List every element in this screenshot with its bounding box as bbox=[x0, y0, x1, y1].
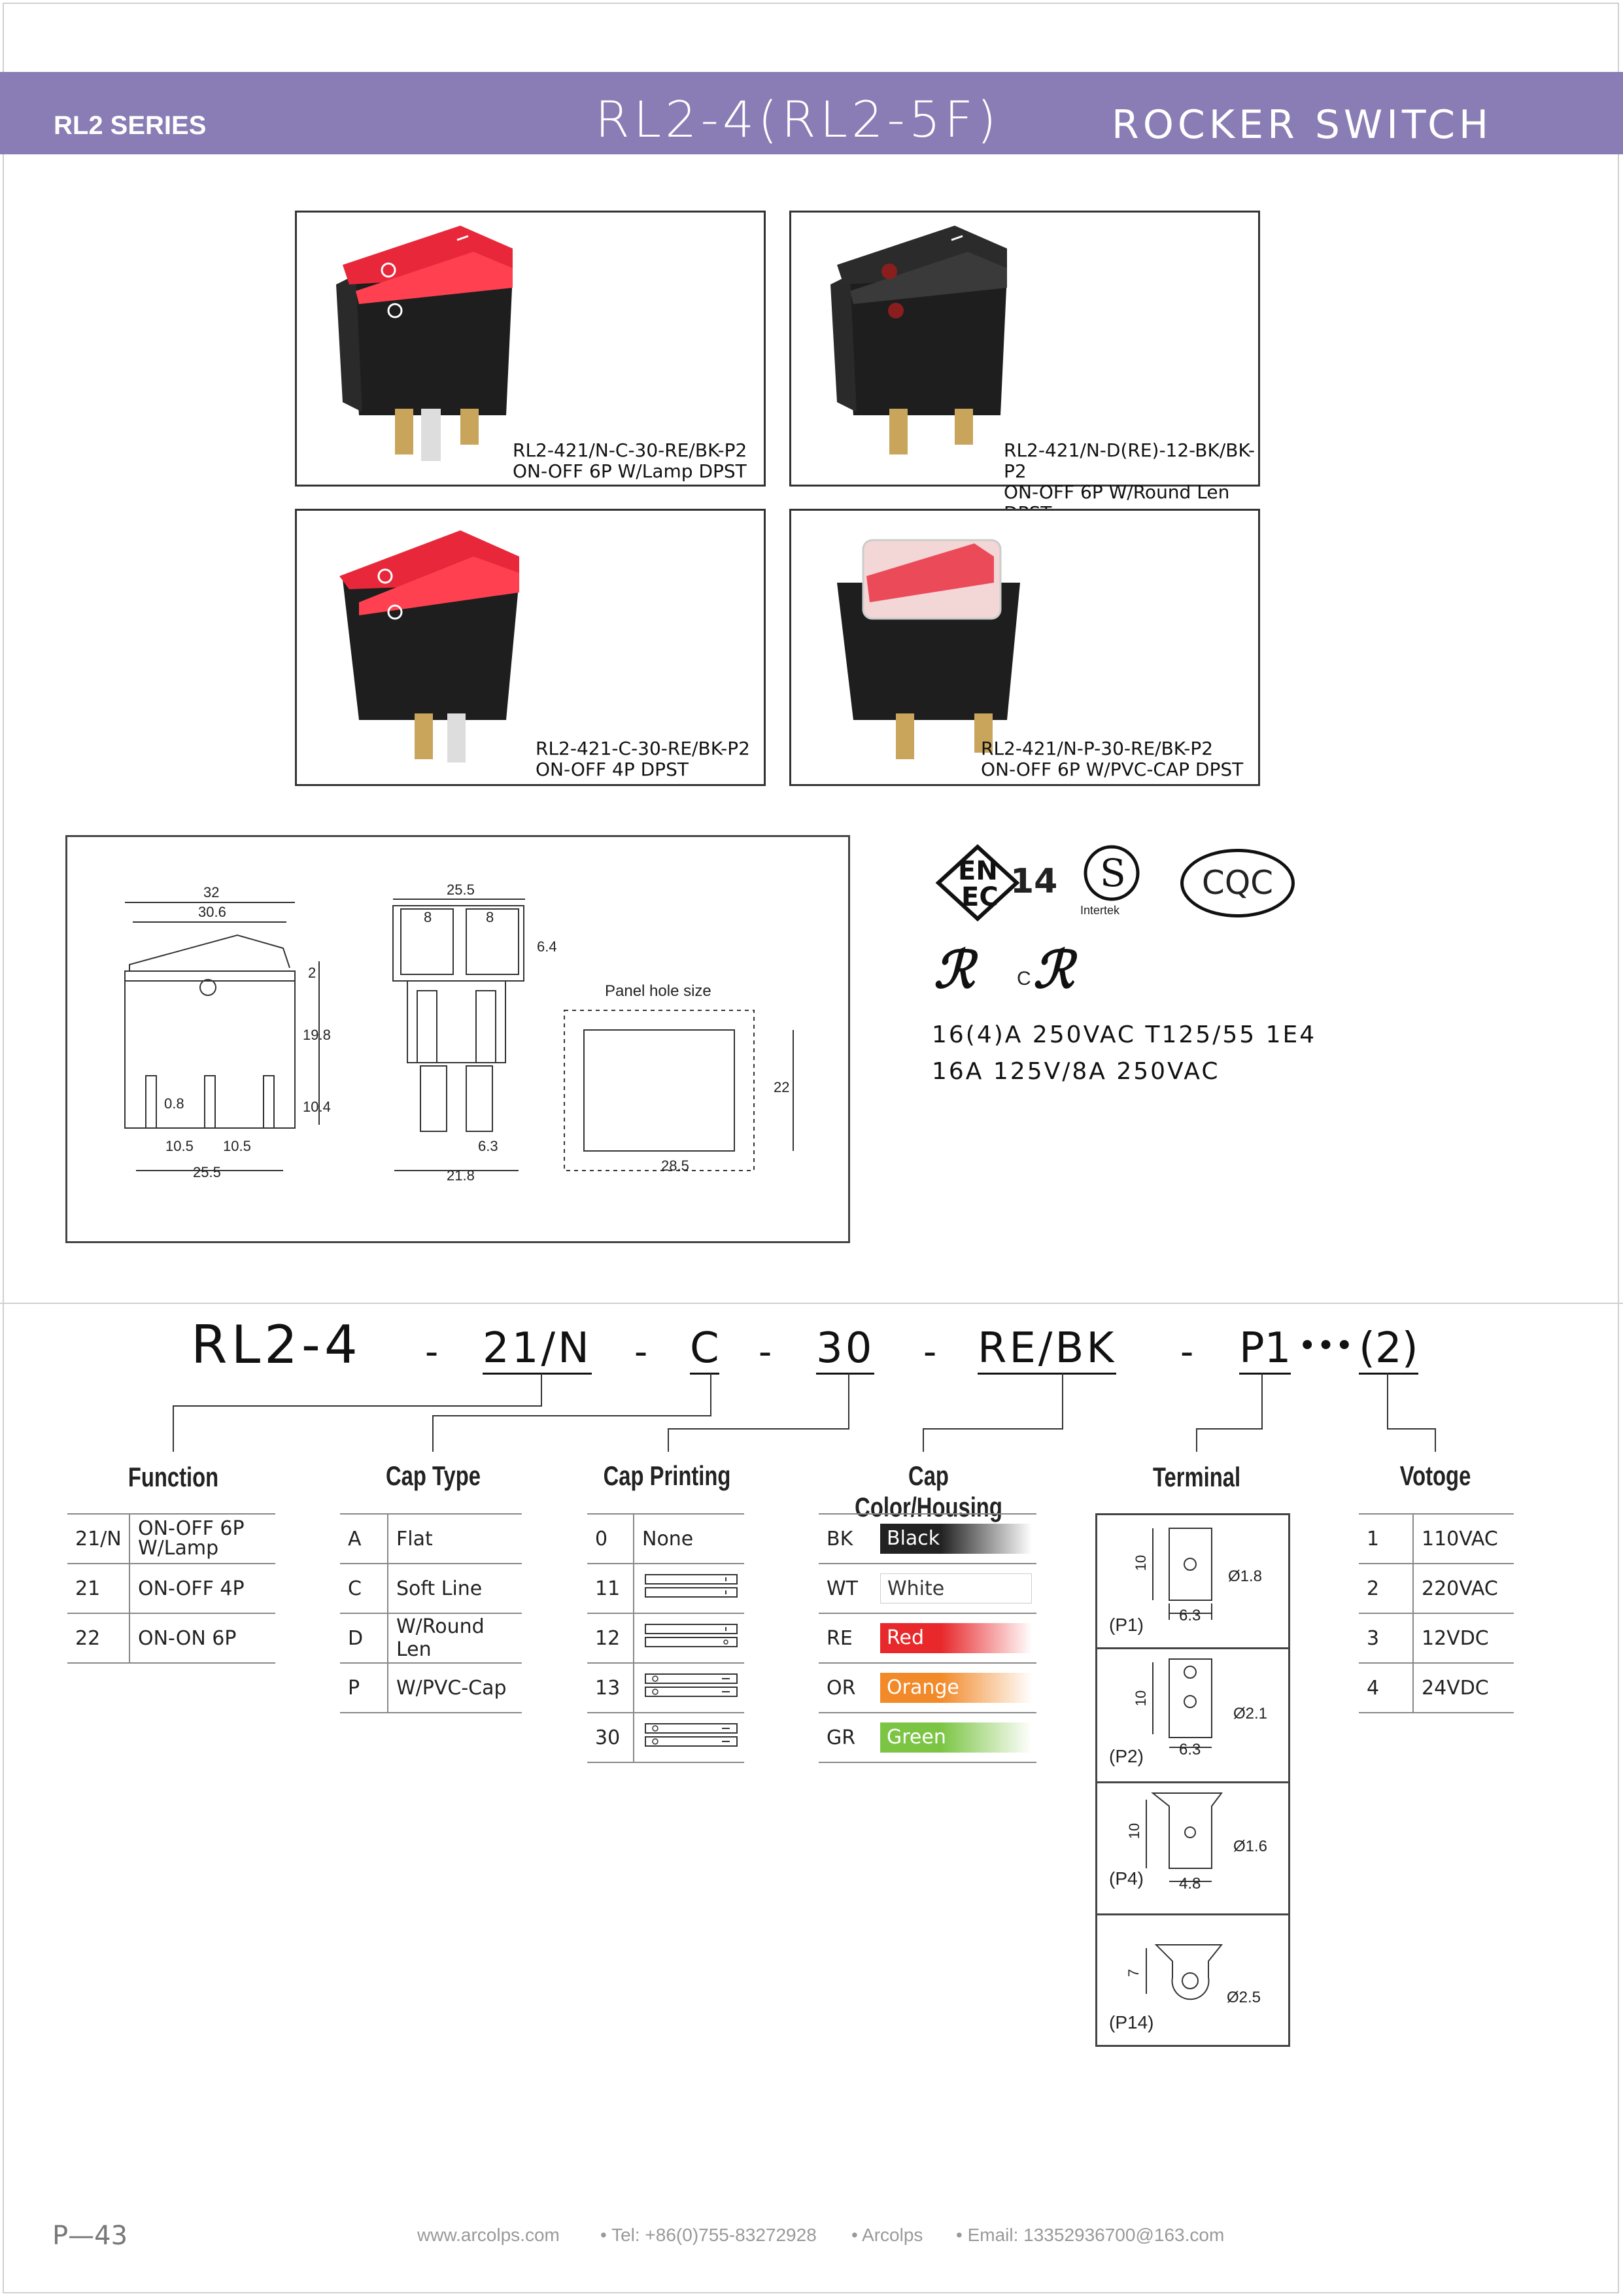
dim-25-5-top: 25.5 bbox=[447, 882, 475, 898]
table-row bbox=[1359, 1564, 1514, 1613]
terminal-width: 6.3 bbox=[1179, 1607, 1201, 1624]
table-row bbox=[587, 1564, 744, 1613]
order-code-function: 21/N bbox=[483, 1324, 592, 1375]
order-code-base: RL2-4 bbox=[191, 1314, 362, 1375]
footer-email[interactable]: • Email: 13352936700@163.com bbox=[956, 2225, 1225, 2245]
dim-10-5-a: 10.5 bbox=[165, 1138, 194, 1154]
terminal-label: (P2) bbox=[1109, 1746, 1144, 1766]
product-photo-4 bbox=[789, 509, 1260, 786]
voltage-code: 1 bbox=[1359, 1514, 1413, 1564]
terminal-height: 7 bbox=[1125, 1968, 1142, 1978]
series-label: RL2 SERIES bbox=[54, 111, 207, 140]
dim-28-5: 28.5 bbox=[661, 1157, 689, 1174]
rating-line-2: 16A 125V/8A 250VAC bbox=[932, 1058, 1220, 1085]
terminal-header: Terminal bbox=[1152, 1462, 1241, 1492]
product-photo-1 bbox=[295, 211, 766, 487]
table-row bbox=[67, 1613, 275, 1663]
terminal-p1 bbox=[1095, 1513, 1290, 1649]
order-code-terminal: P1 bbox=[1239, 1324, 1291, 1375]
terminal-height: 10 bbox=[1133, 1690, 1150, 1707]
printing-code: 11 bbox=[587, 1564, 634, 1613]
cap-color-header: Cap Color/Housing bbox=[855, 1460, 1002, 1522]
terminal-p2 bbox=[1095, 1647, 1290, 1783]
svg-text:EC: EC bbox=[961, 882, 999, 912]
function-code: 22 bbox=[67, 1613, 129, 1663]
cap-type-code: D bbox=[340, 1613, 388, 1663]
dim-22: 22 bbox=[774, 1079, 790, 1095]
dim-19-8: 19.8 bbox=[303, 1027, 331, 1043]
enec-logo bbox=[932, 844, 1063, 922]
terminal-hole: Ø1.6 bbox=[1233, 1838, 1268, 1855]
dim-10-5-b: 10.5 bbox=[223, 1138, 251, 1154]
cap-type-desc: Flat bbox=[388, 1514, 522, 1564]
table-row bbox=[1359, 1514, 1514, 1564]
order-dash: - bbox=[1180, 1331, 1194, 1373]
terminal-label: (P14) bbox=[1109, 2012, 1154, 2032]
table-row bbox=[819, 1514, 1036, 1564]
voltage-code: 3 bbox=[1359, 1613, 1413, 1663]
product-caption-1 bbox=[513, 440, 747, 482]
table-row bbox=[67, 1564, 275, 1613]
table-row bbox=[340, 1514, 522, 1564]
product-code: RL2-421/N-P-30-RE/BK-P2 bbox=[981, 738, 1214, 759]
terminal-p4 bbox=[1095, 1781, 1290, 1915]
table-row bbox=[340, 1663, 522, 1713]
product-desc: ON-OFF 6P W/PVC-CAP DPST bbox=[981, 759, 1244, 780]
dim-25-5-bottom: 25.5 bbox=[193, 1164, 221, 1180]
color-swatch-green: Green bbox=[880, 1722, 1032, 1753]
voltage-value: 220VAC bbox=[1413, 1564, 1514, 1613]
product-photo-3 bbox=[295, 509, 766, 786]
cap-printing-table bbox=[587, 1513, 744, 1763]
table-row bbox=[819, 1663, 1036, 1713]
function-table bbox=[67, 1513, 275, 1664]
printing-desc: None bbox=[634, 1514, 744, 1564]
voltage-value: 110VAC bbox=[1413, 1514, 1514, 1564]
intertek-label: Intertek bbox=[1080, 904, 1120, 917]
table-row bbox=[819, 1713, 1036, 1762]
cap-type-table bbox=[340, 1513, 522, 1713]
table-row bbox=[340, 1564, 522, 1613]
product-caption-4 bbox=[981, 738, 1243, 780]
color-swatch-orange: Orange bbox=[880, 1673, 1032, 1703]
terminal-p14 bbox=[1095, 1913, 1290, 2047]
terminal-label: (P4) bbox=[1109, 1868, 1144, 1889]
printing-pattern-13-icon bbox=[642, 1669, 740, 1702]
cap-type-code: P bbox=[340, 1663, 388, 1713]
voltage-value: 24VDC bbox=[1413, 1663, 1514, 1713]
function-desc: ON-OFF 4P bbox=[129, 1564, 275, 1613]
footer-website[interactable]: www.arcolps.com bbox=[417, 2225, 560, 2245]
dimension-drawing bbox=[65, 835, 850, 1243]
dim-6-4: 6.4 bbox=[537, 938, 557, 955]
cap-type-code: C bbox=[340, 1564, 388, 1613]
color-swatch-black: Black bbox=[880, 1524, 1032, 1554]
printing-code: 0 bbox=[587, 1514, 634, 1564]
color-code: OR bbox=[819, 1663, 872, 1713]
table-row bbox=[1359, 1663, 1514, 1713]
footer-brand: • Arcolps bbox=[851, 2225, 923, 2245]
terminal-hole: Ø2.1 bbox=[1233, 1705, 1268, 1722]
table-row bbox=[819, 1613, 1036, 1663]
dim-8-a: 8 bbox=[424, 909, 432, 925]
cap-type-code: A bbox=[340, 1514, 388, 1564]
dim-10-4: 10.4 bbox=[303, 1099, 331, 1115]
svg-text:S: S bbox=[1100, 851, 1126, 895]
product-caption-3 bbox=[536, 738, 750, 780]
color-swatch-white: White bbox=[880, 1573, 1032, 1603]
enec-number: 14 bbox=[1010, 862, 1058, 901]
model-title: RL2-4(RL2-5F) bbox=[595, 90, 1000, 148]
cap-color-table bbox=[819, 1513, 1036, 1763]
table-row bbox=[819, 1564, 1036, 1613]
dim-21-8: 21.8 bbox=[447, 1167, 475, 1184]
ul-logo: ℛ bbox=[934, 940, 975, 1000]
order-dash: - bbox=[425, 1331, 439, 1373]
terminal-width: 4.8 bbox=[1179, 1875, 1201, 1893]
table-row bbox=[587, 1613, 744, 1663]
terminal-height: 10 bbox=[1133, 1554, 1150, 1571]
function-desc: ON-ON 6P bbox=[129, 1613, 275, 1663]
cap-type-desc: Soft Line bbox=[388, 1564, 522, 1613]
cap-type-header: Cap Type bbox=[385, 1460, 481, 1491]
terminal-height: 10 bbox=[1126, 1823, 1143, 1840]
color-code: WT bbox=[819, 1564, 872, 1613]
order-code-printing: 30 bbox=[816, 1324, 874, 1375]
printing-pattern-12-icon bbox=[642, 1619, 740, 1652]
table-row bbox=[1359, 1613, 1514, 1663]
dim-32: 32 bbox=[203, 884, 220, 900]
product-photo-2 bbox=[789, 211, 1260, 503]
dim-30-6: 30.6 bbox=[198, 904, 226, 920]
page-number: P—43 bbox=[52, 2221, 128, 2251]
color-code: GR bbox=[819, 1713, 872, 1762]
terminal-hole: Ø1.8 bbox=[1228, 1568, 1263, 1585]
printing-code: 12 bbox=[587, 1613, 634, 1663]
svg-text:EN: EN bbox=[958, 856, 998, 886]
terminal-hole: Ø2.5 bbox=[1227, 1989, 1261, 2006]
order-code-cap-type: C bbox=[690, 1324, 719, 1375]
order-ellipsis: ••• bbox=[1298, 1328, 1354, 1364]
printing-code: 13 bbox=[587, 1663, 634, 1713]
order-code-color: RE/BK bbox=[978, 1324, 1116, 1375]
voltage-table bbox=[1359, 1513, 1514, 1713]
voltage-header: Votoge bbox=[1399, 1460, 1471, 1491]
function-code: 21/N bbox=[67, 1514, 129, 1564]
cul-logo: ℛ bbox=[1033, 940, 1074, 1000]
voltage-code: 4 bbox=[1359, 1663, 1413, 1713]
terminal-width: 6.3 bbox=[1179, 1741, 1201, 1758]
dim-2: 2 bbox=[308, 965, 316, 981]
product-code: RL2-421/N-D(RE)-12-BK/BK-P2 bbox=[1004, 439, 1256, 482]
function-desc: ON-OFF 6P W/Lamp bbox=[129, 1514, 275, 1564]
table-row bbox=[340, 1613, 522, 1663]
voltage-code: 2 bbox=[1359, 1564, 1413, 1613]
dim-6-3: 6.3 bbox=[478, 1138, 498, 1154]
product-code: RL2-421-C-30-RE/BK-P2 bbox=[536, 738, 750, 759]
color-swatch-red: Red bbox=[880, 1623, 1032, 1653]
section-divider bbox=[0, 1303, 1623, 1304]
table-row bbox=[67, 1514, 275, 1564]
cqc-logo: CQC bbox=[1180, 849, 1295, 917]
cap-type-desc: W/PVC-Cap bbox=[388, 1663, 522, 1713]
product-desc: ON-OFF 6P W/Lamp DPST bbox=[513, 460, 747, 482]
table-row bbox=[587, 1514, 744, 1564]
product-desc: ON-OFF 4P DPST bbox=[536, 759, 689, 780]
cap-type-desc: W/Round Len bbox=[388, 1613, 522, 1663]
table-row bbox=[587, 1663, 744, 1713]
function-header: Function bbox=[128, 1462, 219, 1492]
panel-hole-label: Panel hole size bbox=[605, 982, 711, 1000]
printing-pattern-30-icon bbox=[642, 1719, 740, 1751]
function-code: 21 bbox=[67, 1564, 129, 1613]
order-code-voltage: (2) bbox=[1359, 1324, 1418, 1375]
rating-line-1: 16(4)A 250VAC T125/55 1E4 bbox=[932, 1021, 1317, 1048]
product-code: RL2-421/N-C-30-RE/BK-P2 bbox=[513, 439, 747, 461]
footer-tel: • Tel: +86(0)755-83272928 bbox=[600, 2225, 817, 2245]
product-desc: ON-OFF 6P W/Round Len bbox=[1004, 481, 1230, 503]
color-code: RE bbox=[819, 1613, 872, 1663]
order-dash: - bbox=[759, 1331, 772, 1373]
voltage-value: 12VDC bbox=[1413, 1613, 1514, 1663]
table-row bbox=[587, 1713, 744, 1762]
order-dash: - bbox=[634, 1331, 648, 1373]
terminal-label: (P1) bbox=[1109, 1615, 1144, 1635]
product-kind: ROCKER SWITCH bbox=[1112, 102, 1493, 148]
printing-code: 30 bbox=[587, 1713, 634, 1762]
intertek-s-icon bbox=[1080, 844, 1146, 902]
dim-0-8: 0.8 bbox=[164, 1095, 184, 1112]
cul-c-label: C bbox=[1017, 968, 1031, 989]
intertek-logo bbox=[1080, 844, 1146, 919]
order-dash: - bbox=[923, 1331, 937, 1373]
color-code: BK bbox=[819, 1514, 872, 1564]
dim-8-b: 8 bbox=[486, 909, 494, 925]
printing-pattern-11-icon bbox=[642, 1569, 740, 1602]
cap-printing-header: Cap Printing bbox=[603, 1460, 731, 1491]
